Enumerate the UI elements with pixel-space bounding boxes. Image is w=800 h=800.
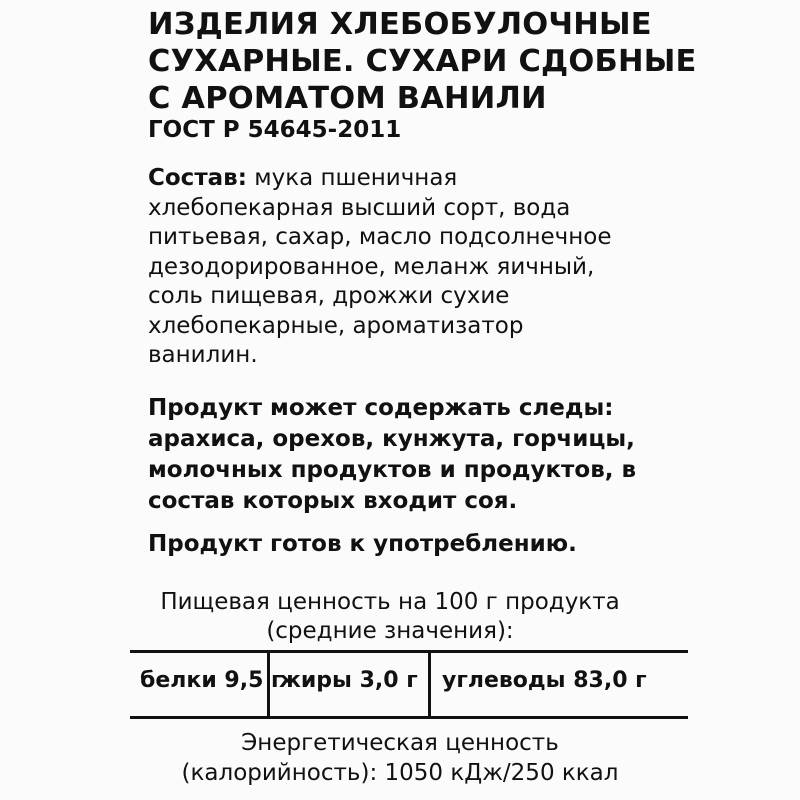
energy-line-2: (калорийность): 1050 кДж/250 ккал [181,760,619,786]
allergen-line-2: арахиса, орехов, кунжута, горчицы, [148,426,635,452]
nutrition-protein: белки 9,5 г [140,668,283,693]
nutrition-carbs: углеводы 83,0 г [442,668,647,693]
allergen-warning [148,393,648,517]
ready-to-eat-note: Продукт готов к употреблению. [148,531,577,557]
nutrition-fat: жиры 3,0 г [279,668,418,693]
composition-text-1: мука пшеничная [254,165,458,191]
composition-block [148,164,648,371]
nutrition-heading-line-1: Пищевая ценность на 100 г продукта [160,589,620,615]
allergen-line-4: состав которых входит соя. [148,488,518,514]
nutrition-table-top-rule [130,650,688,653]
allergen-line-1: Продукт может содержать следы: [148,395,614,421]
composition-line-2: хлебопекарная высший сорт, вода [148,194,571,221]
composition-line-1 [148,164,648,194]
energy-line-1: Энергетическая ценность [241,730,559,756]
allergen-line-3: молочных продуктов и продуктов, в [148,457,637,483]
standard-number: ГОСТ Р 54645-2011 [148,117,402,143]
nutrition-table-bottom-rule [130,716,688,719]
product-title-line-1: ИЗДЕЛИЯ ХЛЕБОБУЛОЧНЫЕ [148,7,652,42]
product-title [148,6,758,117]
nutrition-heading [150,588,630,646]
product-title-line-2: СУХАРНЫЕ. СУХАРИ СДОБНЫЕ [148,44,697,79]
nutrition-heading-line-2: (средние значения): [266,618,514,644]
nutrition-table-divider-2 [428,651,431,717]
composition-label: Состав: [148,165,247,191]
composition-line-6: хлебопекарные, ароматизатор [148,312,524,339]
composition-line-3: питьевая, сахар, масло подсолнечное [148,224,612,250]
product-title-line-3: С АРОМАТОМ ВАНИЛИ [148,81,547,116]
energy-value [150,728,650,788]
composition-line-4: дезодорированное, меланж яичный, [148,253,595,280]
composition-line-7: ванилин. [148,342,258,368]
composition-line-5: соль пищевая, дрожжи сухие [148,283,510,309]
